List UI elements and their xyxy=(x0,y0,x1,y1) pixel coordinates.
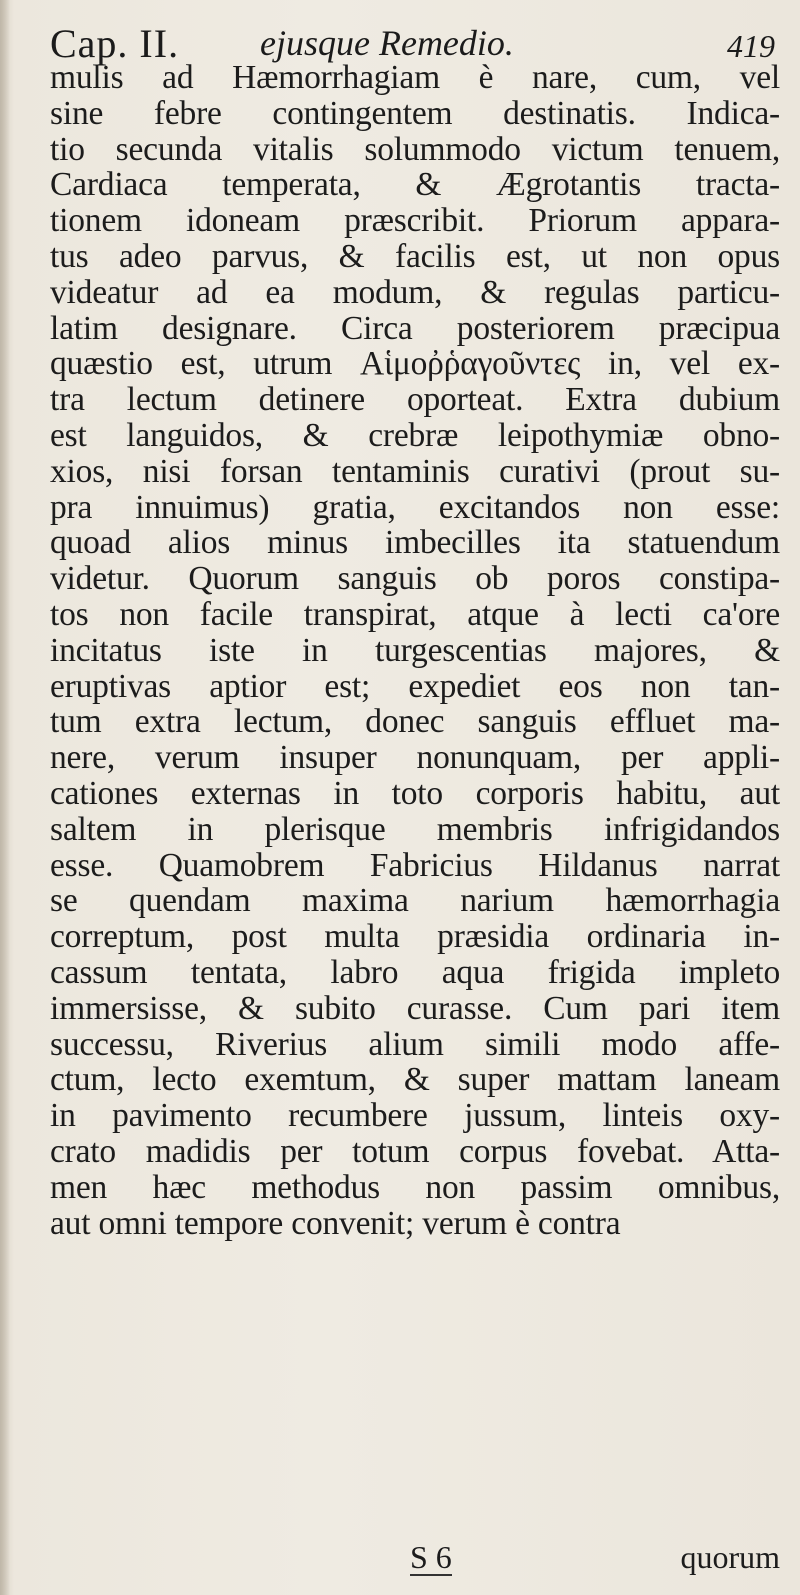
text-line: quæstio est, utrum Αἱμοῤῥαγοῦντες in, vel ex- xyxy=(50,346,780,383)
text-line: successu, Riverius alium simili modo affe- xyxy=(50,1026,780,1063)
text-line: saltem in plerisque membris infrigidandos xyxy=(50,811,780,848)
text-line: tionem idoneam præscribit. Priorum appara- xyxy=(50,203,780,239)
running-title: ejusque Remedio. xyxy=(260,23,514,63)
page-footer xyxy=(50,1540,780,1580)
chapter-heading: Cap. II. xyxy=(50,21,180,66)
text-line: esse. Quamobrem Fabricius Hildanus narrat xyxy=(50,847,780,884)
text-line: sine febre contingentem destinatis. Indica- xyxy=(50,95,780,132)
text-line: xios, nisi forsan tentaminis curativi (prout su- xyxy=(50,453,780,490)
body-text xyxy=(50,60,780,1241)
text-line: eruptivas aptior est; expediet eos non tan- xyxy=(50,668,780,705)
page-number: 419 xyxy=(727,28,775,64)
text-line: correptum, post multa præsidia ordinaria in- xyxy=(50,919,780,955)
text-line: incitatus iste in turgescentias majores, & xyxy=(50,632,780,669)
text-line: cassum tentata, labro aqua frigida impleto xyxy=(50,954,780,991)
text-line: tos non facile transpirat, atque à lecti ca'ore xyxy=(50,596,780,633)
text-line: in pavimento recumbere jussum, linteis oxy- xyxy=(50,1098,780,1134)
text-line: est languidos, & crebræ leipothymiæ obno- xyxy=(50,417,780,454)
signature-mark: S 6 xyxy=(410,1539,452,1575)
text-line: tio secunda vitalis solummodo victum tenuem, xyxy=(50,131,780,168)
text-line: latim designare. Circa posteriorem præcipua xyxy=(50,310,780,347)
text-line: nere, verum insuper nonunquam, per appli- xyxy=(50,740,780,776)
text-line: videatur ad ea modum, & regulas particu- xyxy=(50,274,780,311)
text-line: crato madidis per totum corpus fovebat. Atta- xyxy=(50,1133,780,1170)
text-line: videtur. Quorum sanguis ob poros constipa- xyxy=(50,561,780,597)
text-line: cationes externas in toto corporis habitu, aut xyxy=(50,775,780,812)
text-line: ctum, lecto exemtum, & super mattam laneam xyxy=(50,1062,780,1099)
text-line: tum extra lectum, donec sanguis effluet ma- xyxy=(50,704,780,741)
text-line: immersisse, & subito curasse. Cum pari item xyxy=(50,990,780,1027)
text-line: pra innuimus) gratia, excitandos non esse: xyxy=(50,489,780,526)
text-line: quoad alios minus imbecilles ita statuendum xyxy=(50,525,780,562)
text-line: mulis ad Hæmorrhagiam è nare, cum, vel xyxy=(50,60,780,96)
text-line: tra lectum detinere oporteat. Extra dubium xyxy=(50,382,780,418)
text-line: aut omni tempore convenit; verum è contra xyxy=(50,1205,621,1242)
catchword: quorum xyxy=(680,1539,780,1575)
text-line: men hæc methodus non passim omnibus, xyxy=(50,1169,780,1206)
text-line: se quendam maxima narium hæmorrhagia xyxy=(50,883,780,920)
text-line: tus adeo parvus, & facilis est, ut non opus xyxy=(50,238,780,275)
text-line: Cardiaca temperata, & Ægrotantis tracta- xyxy=(50,167,780,204)
